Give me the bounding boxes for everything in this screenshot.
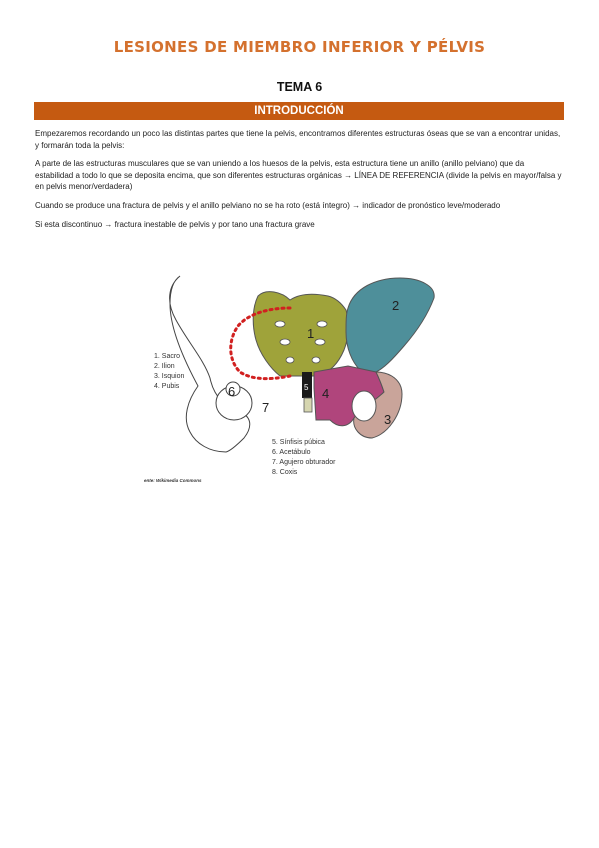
paragraph-leve: Cuando se produce una fractura de pelvis y el anillo pelviano no se ha roto (está íntegro) → indicador de pronóstico leve/moderado [35, 200, 501, 210]
legend-item-sacro: 1. Sacro [154, 353, 181, 360]
figure-source: ente: Wikimedia Commons [144, 478, 202, 483]
legend-item-sinfisis: 5. Sínfisis púbica [272, 439, 325, 446]
region-number-3: 3 [384, 412, 392, 427]
paragraph-anillo: A parte de las estructuras musculares que se van uniendo a los huesos de la pelvis, esta estructura tiene un anillo (anillo pelviano) que da estabilidad a todo lo que se deposita encima, que son diferentes estructuras orgánicas → LÍNEA DE REFERENCIA (divide la pelvis en mayor/falsa y en pelvis menor/verdadera) [35, 159, 562, 192]
section-heading: INTRODUCCIÓN [34, 102, 564, 120]
page-title: LESIONES DE MIEMBRO INFERIOR Y PÉLVIS [113, 38, 486, 56]
legend-item-acetabulo: 6. Acetábulo [272, 449, 311, 456]
right-obturator [352, 391, 376, 421]
region-number-2: 2 [392, 298, 400, 313]
topic-heading: TEMA 6 [276, 80, 323, 94]
legend-item-isquion: 3. Isquion [154, 373, 185, 380]
pelvis-figure [140, 268, 440, 486]
legend-item-agujero: 7. Agujero obturador [272, 459, 336, 466]
left-hip-bone [170, 276, 250, 452]
region-number-7: 7 [262, 400, 270, 415]
pelvis-illustration [140, 268, 440, 486]
body-text [35, 128, 563, 237]
legend-item-ilion: 2. Ilion [154, 363, 175, 370]
sacrum-region [253, 292, 348, 376]
ilion-region [346, 278, 434, 372]
paragraph-intro: Empezaremos recordando un poco las distintas partes que tiene la pelvis, encontramos diferentes estructuras óseas que se van a encontrar unidas, y formarán toda la pelvis: [35, 129, 561, 150]
coccyx-tip [304, 398, 312, 412]
region-number-1: 1 [307, 326, 315, 341]
paragraph-grave: Si esta discontinuo → fractura inestable de pelvis y por tano una fractura grave [35, 219, 315, 229]
legend-item-pubis: 4. Pubis [154, 383, 180, 390]
legend-item-coxis: 8. Coxis [272, 469, 298, 476]
region-number-4: 4 [322, 386, 330, 401]
region-number-5: 5 [304, 383, 309, 392]
region-number-6: 6 [228, 384, 236, 399]
